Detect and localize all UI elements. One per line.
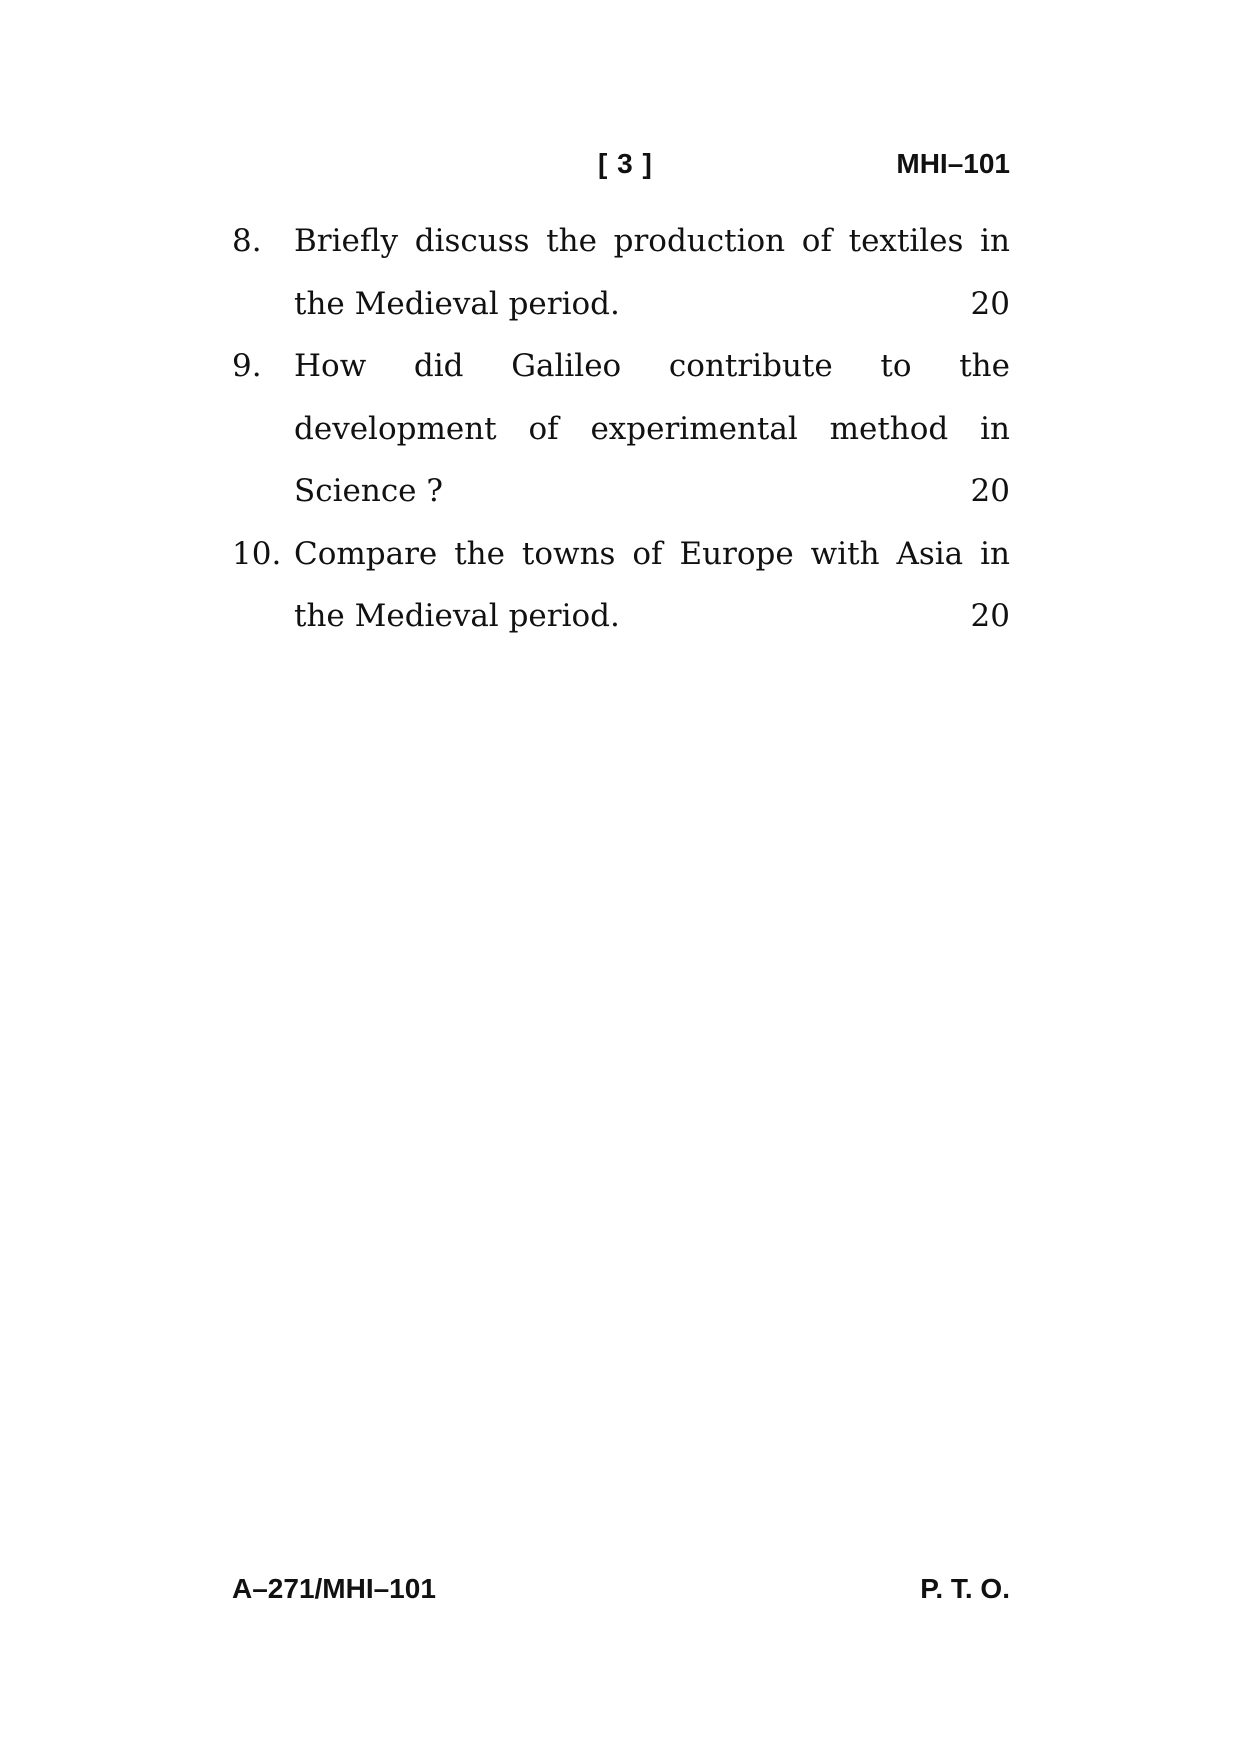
- paper-code: MHI–101: [896, 148, 1010, 179]
- question-text: Compare the towns of Europe with Asia in the Medieval period.: [294, 535, 1010, 634]
- question-text: How did Galileo contribute to the development of experimental method in Science ?: [294, 348, 1010, 509]
- footer-pto: P. T. O.: [920, 1573, 1010, 1604]
- question-number: 9.: [232, 348, 262, 384]
- question-9: [232, 335, 1010, 523]
- question-number: 10.: [232, 535, 282, 572]
- question-marks: 20: [970, 598, 1010, 634]
- question-marks: 20: [970, 285, 1010, 322]
- page-number: [ 3 ]: [598, 148, 653, 179]
- question-10: [232, 523, 1010, 648]
- question-text-wrapper: [294, 335, 1010, 523]
- question-text: Briefly discuss the production of textiles in the Medieval period.: [294, 223, 1010, 322]
- question-number: 8.: [232, 223, 262, 259]
- question-text-wrapper: [294, 210, 1010, 335]
- question-marks: 20: [970, 473, 1010, 509]
- question-text-wrapper: [294, 523, 1010, 648]
- question-list: [232, 210, 1010, 648]
- footer-paper-ref: A–271/MHI–101: [232, 1573, 436, 1604]
- question-8: [232, 210, 1010, 335]
